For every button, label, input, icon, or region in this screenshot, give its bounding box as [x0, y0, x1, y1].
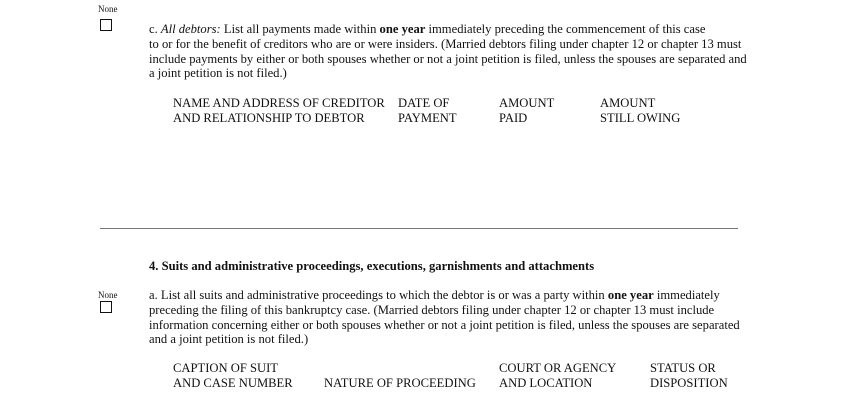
col-header-date	[398, 96, 457, 125]
col-header-line2: NATURE OF PROCEEDING	[324, 375, 476, 390]
col-header-line1: STATUS OR	[650, 361, 716, 375]
section-c-line-3: include payments by either or both spouses whether or not a joint petition is filed, unless the spouses are separated and	[149, 51, 747, 66]
col-header-line1: DATE OF	[398, 96, 450, 110]
col-header-line2: PAID	[499, 110, 528, 125]
col-header-line1: AMOUNT	[600, 96, 656, 110]
col-header-line1: COURT OR AGENCY	[499, 361, 617, 375]
none-label-4: None	[98, 290, 118, 300]
none-checkbox-4[interactable]	[100, 301, 112, 313]
section-c-bold: one year	[379, 22, 426, 36]
col-header-amount-owing	[600, 96, 680, 125]
col-header-line1	[324, 361, 476, 376]
section-4a-line-2: preceding the filing of this bankruptcy case. (Married debtors filing under chapter 12 or chapter 13 must include	[149, 302, 715, 317]
none-label-c: None	[98, 4, 118, 14]
col-header-line2: AND RELATIONSHIP TO DEBTOR	[173, 110, 365, 125]
section-c-letter: c.	[149, 22, 158, 36]
section-c-text-1: List all payments made within	[223, 22, 377, 36]
section-c-text-2: immediately preceding the commencement of this case	[428, 22, 706, 36]
col-header-line1: CAPTION OF SUIT	[173, 361, 278, 375]
section-4a-line-3: information concerning either or both spouses whether or not a joint petition is filed, unless the spouses are separated	[149, 317, 740, 332]
section-4a-text-1: a. List all suits and administrative proceedings to which the debtor is or was a party within	[149, 288, 605, 302]
col-header-line2: AND LOCATION	[499, 375, 593, 390]
col-header-status	[650, 361, 728, 390]
section-c-line-2: to or for the benefit of creditors who are or were insiders. (Married debtors filing under chapter 12 or chapter 13 must	[149, 36, 742, 51]
section-4a-line-4: and a joint petition is not filed.)	[149, 332, 309, 347]
section-4a-text-2: immediately	[656, 288, 720, 302]
col-header-caption	[173, 361, 293, 390]
col-header-line1: AMOUNT	[499, 96, 555, 110]
section-4-heading: 4. Suits and administrative proceedings, executions, garnishments and attachments	[149, 259, 595, 273]
section-c-line-4: a joint petition is not filed.)	[149, 66, 287, 81]
col-header-line1: NAME AND ADDRESS OF CREDITOR	[173, 96, 385, 110]
section-c-paragraph	[149, 22, 747, 81]
col-header-line2: DISPOSITION	[650, 375, 728, 390]
section-4a-paragraph	[149, 288, 740, 347]
col-header-nature	[324, 361, 476, 390]
none-checkbox-c[interactable]	[100, 19, 112, 31]
section-4a-line-1	[149, 288, 740, 303]
section-c-line-1	[149, 22, 747, 37]
section-4a-bold: one year	[607, 288, 654, 302]
col-header-creditor	[173, 96, 385, 125]
section-c-lead: All debtors:	[160, 22, 221, 36]
section-divider	[100, 228, 738, 229]
col-header-court	[499, 361, 616, 390]
col-header-line2: AND CASE NUMBER	[173, 375, 293, 390]
col-header-amount-paid	[499, 96, 554, 125]
col-header-line2: STILL OWING	[600, 110, 681, 125]
col-header-line2: PAYMENT	[398, 110, 457, 125]
